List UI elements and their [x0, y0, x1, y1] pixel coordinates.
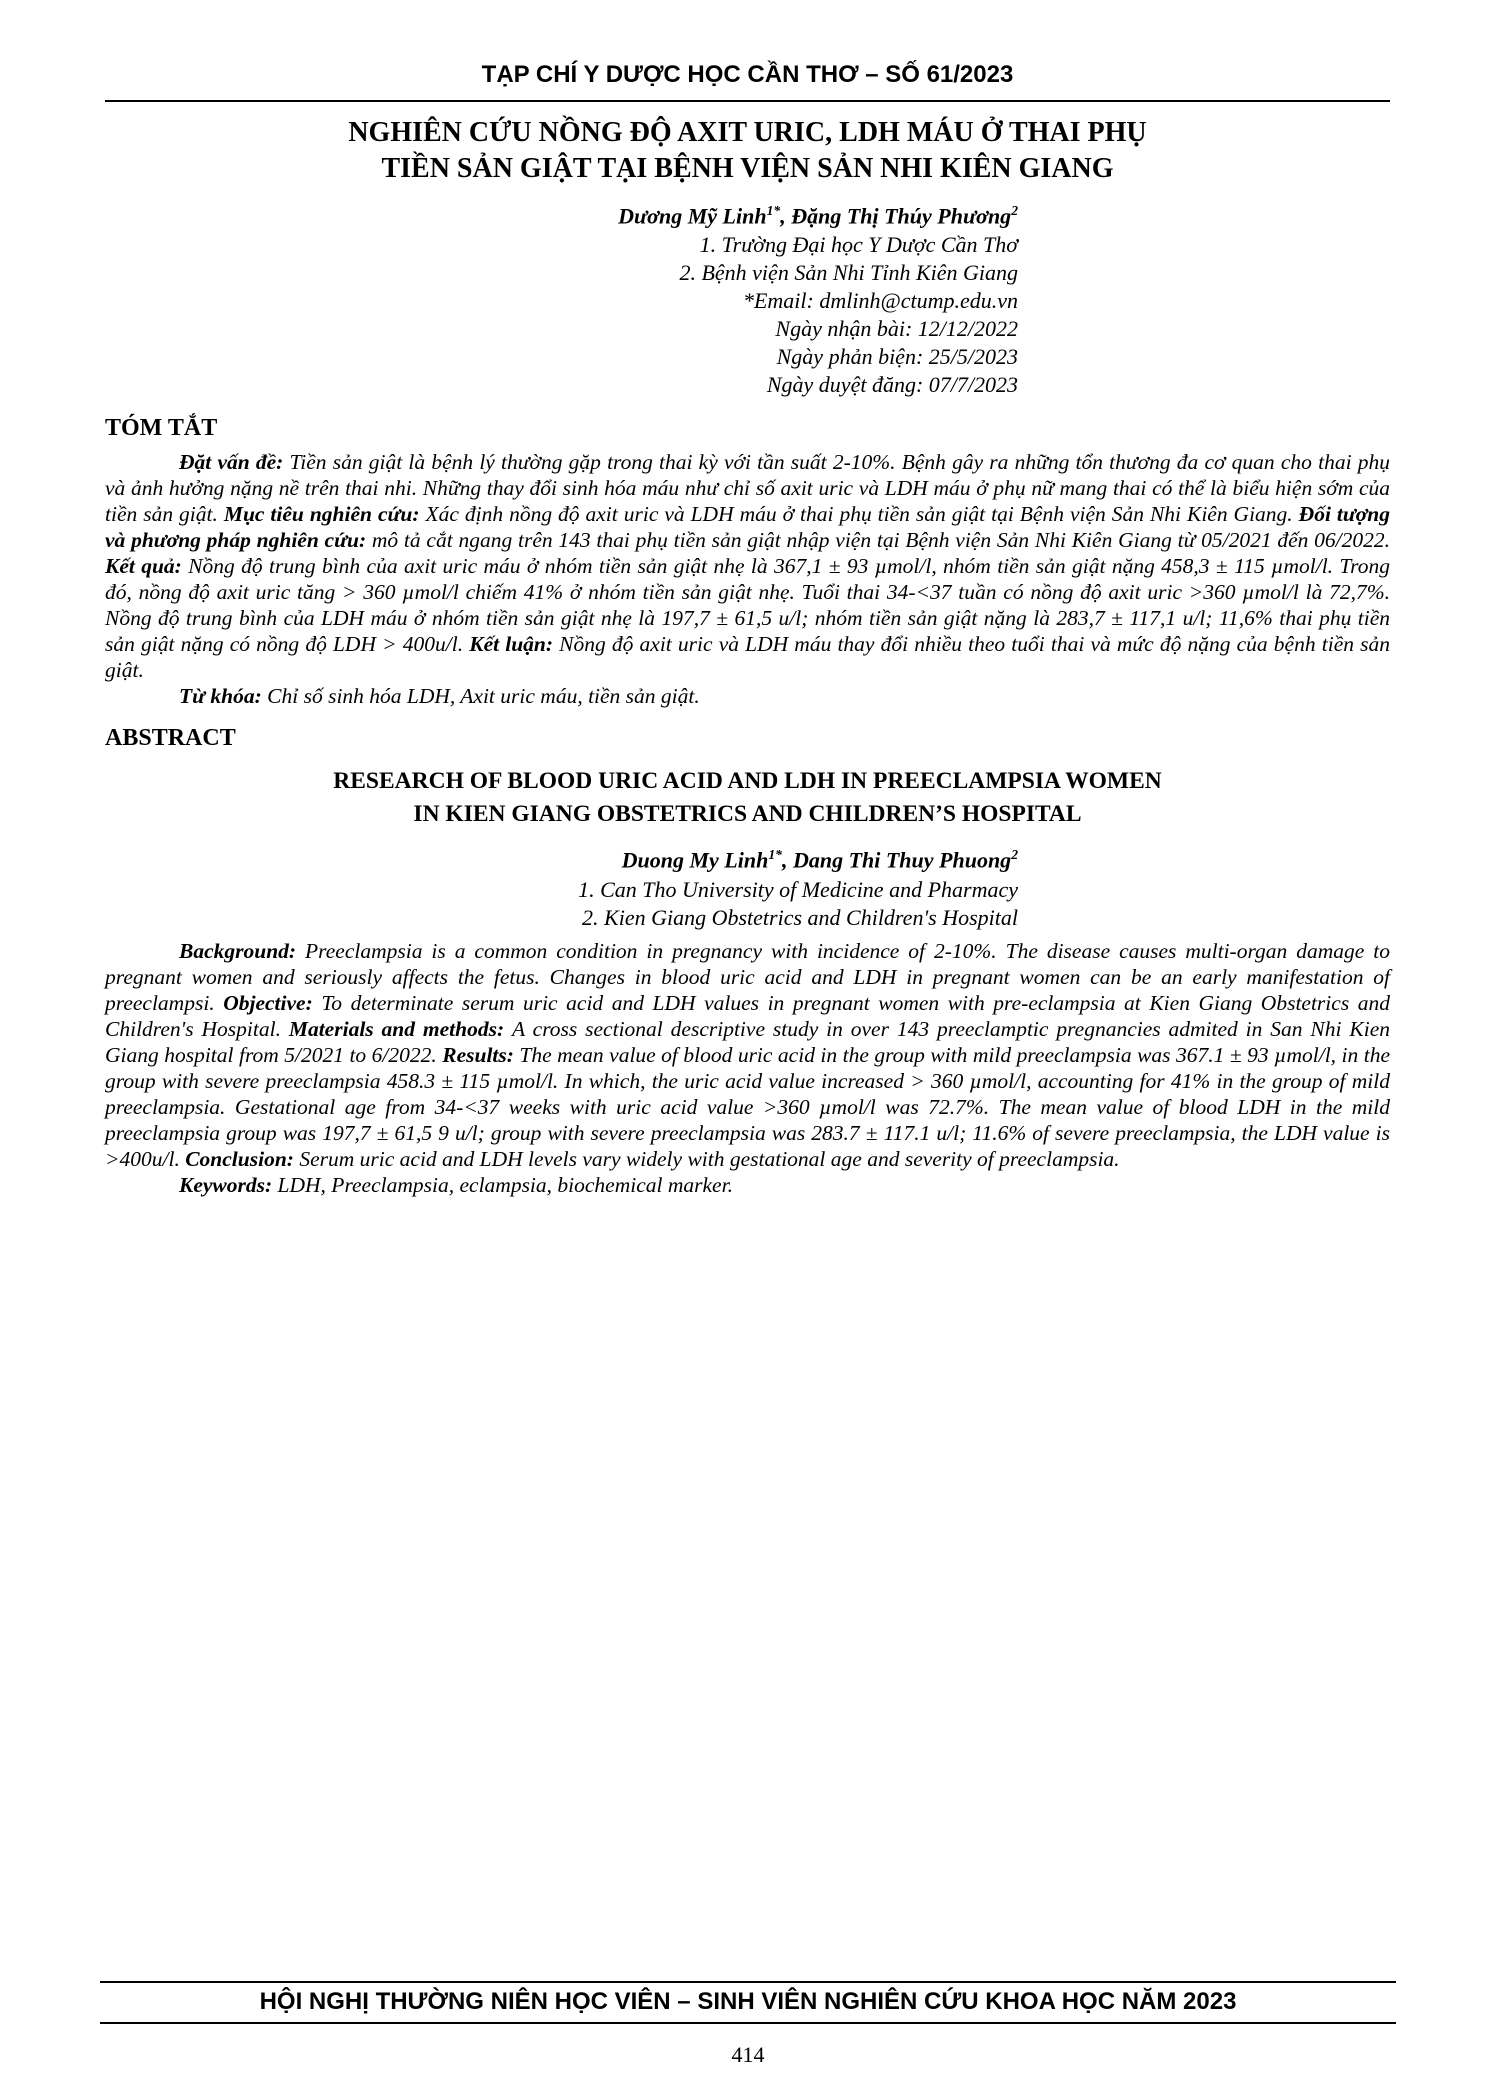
tom-tat-heading: TÓM TẮT: [105, 415, 218, 442]
affiliation-en-2: 2. Kien Giang Obstetrics and Children's Hospital: [582, 904, 1018, 930]
authors-en: Duong My Linh$^{1*}$, Dang Thi Thuy Phuong$^2$: [621, 847, 1018, 873]
abstract-keywords: Keywords: LDH, Preeclampsia, eclampsia, biochemical marker.: [179, 1172, 733, 1197]
abstract-title-line2: IN KIEN GIANG OBSTETRICS AND CHILDREN’S HOSPITAL: [413, 801, 1082, 828]
affiliation-1: 1. Trường Đại học Y Dược Cần Thơ: [699, 232, 1018, 258]
footer-conference-title: HỘI NGHỊ THƯỜNG NIÊN HỌC VIÊN – SINH VIÊN NGHIÊN CỨU KHOA HỌC NĂM 2023: [259, 1988, 1237, 2015]
page-number: 414: [731, 2042, 765, 2067]
abstract-paragraph: Background: Preeclampsia is a common condition in pregnancy with incidence of 2-10%. The disease causes multi-organ damage to pregnant women and seriously affects the fetus. Changes in blood uric acid and LDH in pregnant women can be an early manifestation of preeclampsi. Objective: To determinate serum uric acid and LDH values in pregnant women with pre-eclampsia at Kien Giang Obstetrics and Children's Hospital. Materials and methods: A cross sectional descriptive study in over 143 preeclamptic pregnancies admited in San Nhi Kien Giang hospital from 5/2021 to 6/2022. Results: The mean value of blood uric acid in the group with mild preeclampsia was 367.1 ± 93 µmol/l, in the group with severe preeclampsia 458.3 ± 115 µmol/l. In which, the uric acid value increased > 360 µmol/l, accounting for 41% in the group of mild preeclampsia. Gestational age from 34-<37 weeks with uric acid value >360 µmol/l was 72.7%. The mean value of blood LDH in the mild preeclampsia group was 197,7 ± 61,5 9 u/l; group with severe preeclampsia was 283.7 ± 117.1 u/l; 11.6% of severe preeclampsia, the LDH value is >400u/l. Conclusion: Serum uric acid and LDH levels vary widely with gestational age and severity of preeclampsia.: [105, 938, 1390, 1171]
footer-rule-bottom: [100, 2022, 1396, 2024]
abstract-title: [105, 765, 1390, 831]
journal-header: TẠP CHÍ Y DƯỢC HỌC CẦN THƠ – SỐ 61/2023: [481, 61, 1014, 88]
tom-tat-paragraph: Đặt vấn đề: Tiền sản giật là bệnh lý thường gặp trong thai kỳ với tần suất 2-10%. Bệnh gây ra những tổn thương đa cơ quan cho thai phụ và ảnh hưởng nặng nề trên thai nhi. Những thay đổi sinh hóa máu như chỉ số axit uric và LDH máu ở phụ nữ mang thai có thể là biểu hiện sớm của tiền sản giật. Mục tiêu nghiên cứu: Xác định nồng độ axit uric và LDH máu ở thai phụ tiền sản giật tại Bệnh viện Sản Nhi Kiên Giang. Đối tượng và phương pháp nghiên cứu: mô tả cắt ngang trên 143 thai phụ tiền sản giật nhập viện tại Bệnh viện Sản Nhi Kiên Giang từ 05/2021 đến 06/2022. Kết quả: Nồng độ trung bình của axit uric máu ở nhóm tiền sản giật nhẹ là 367,1 ± 93 µmol/l, nhóm tiền sản giật nặng 458,3 ± 115 µmol/l. Trong đó, nồng độ axit uric tăng > 360 µmol/l chiếm 41% ở nhóm tiền sản giật nhẹ. Tuổi thai 34-<37 tuần có nồng độ axit uric >360 µmol/l là 72,7%. Nồng độ trung bình của LDH máu ở nhóm tiền sản giật nhẹ là 197,7 ± 61,5 u/l; nhóm tiền sản giật nặng là 283,7 ± 117,1 u/l; 11,6% thai phụ tiền sản giật nặng có nồng độ LDH > 400u/l. Kết luận: Nồng độ axit uric và LDH máu thay đổi nhiều theo tuổi thai và mức độ nặng của bệnh tiền sản giật.: [105, 450, 1390, 683]
abstract-title-line1: RESEARCH OF BLOOD URIC ACID AND LDH IN PREECLAMPSIA WOMEN: [333, 768, 1162, 795]
tom-tat-keywords: Từ khóa: Chỉ số sinh hóa LDH, Axit uric máu, tiền sản giật.: [179, 684, 700, 709]
date-received-line: Ngày nhận bài: 12/12/2022: [775, 316, 1018, 342]
page-footer: [100, 1981, 1396, 2024]
byline-block-en: [105, 840, 1018, 931]
article-title-line2: TIỀN SẢN GIẬT TẠI BỆNH VIỆN SẢN NHI KIÊN GIANG: [381, 153, 1114, 184]
date-reviewed-line: Ngày phản biện: 25/5/2023: [776, 344, 1018, 370]
affiliation-2: 2. Bệnh viện Sản Nhi Tỉnh Kiên Giang: [679, 260, 1018, 286]
email-line: *Email: dmlinh@ctump.edu.vn: [742, 288, 1018, 314]
header-rule: [105, 100, 1390, 102]
date-accepted-line: Ngày duyệt đăng: 07/7/2023: [766, 372, 1018, 398]
affiliation-en-1: 1. Can Tho University of Medicine and Pharmacy: [578, 876, 1018, 902]
article-title-line1: NGHIÊN CỨU NỒNG ĐỘ AXIT URIC, LDH MÁU Ở THAI PHỤ: [348, 117, 1147, 148]
byline-block-vi: [105, 196, 1018, 399]
article-title: [105, 115, 1390, 187]
abstract-heading: ABSTRACT: [105, 725, 236, 752]
authors-vi: Dương Mỹ Linh$^{1*}$, Đặng Thị Thúy Phương$^2$: [618, 203, 1018, 229]
